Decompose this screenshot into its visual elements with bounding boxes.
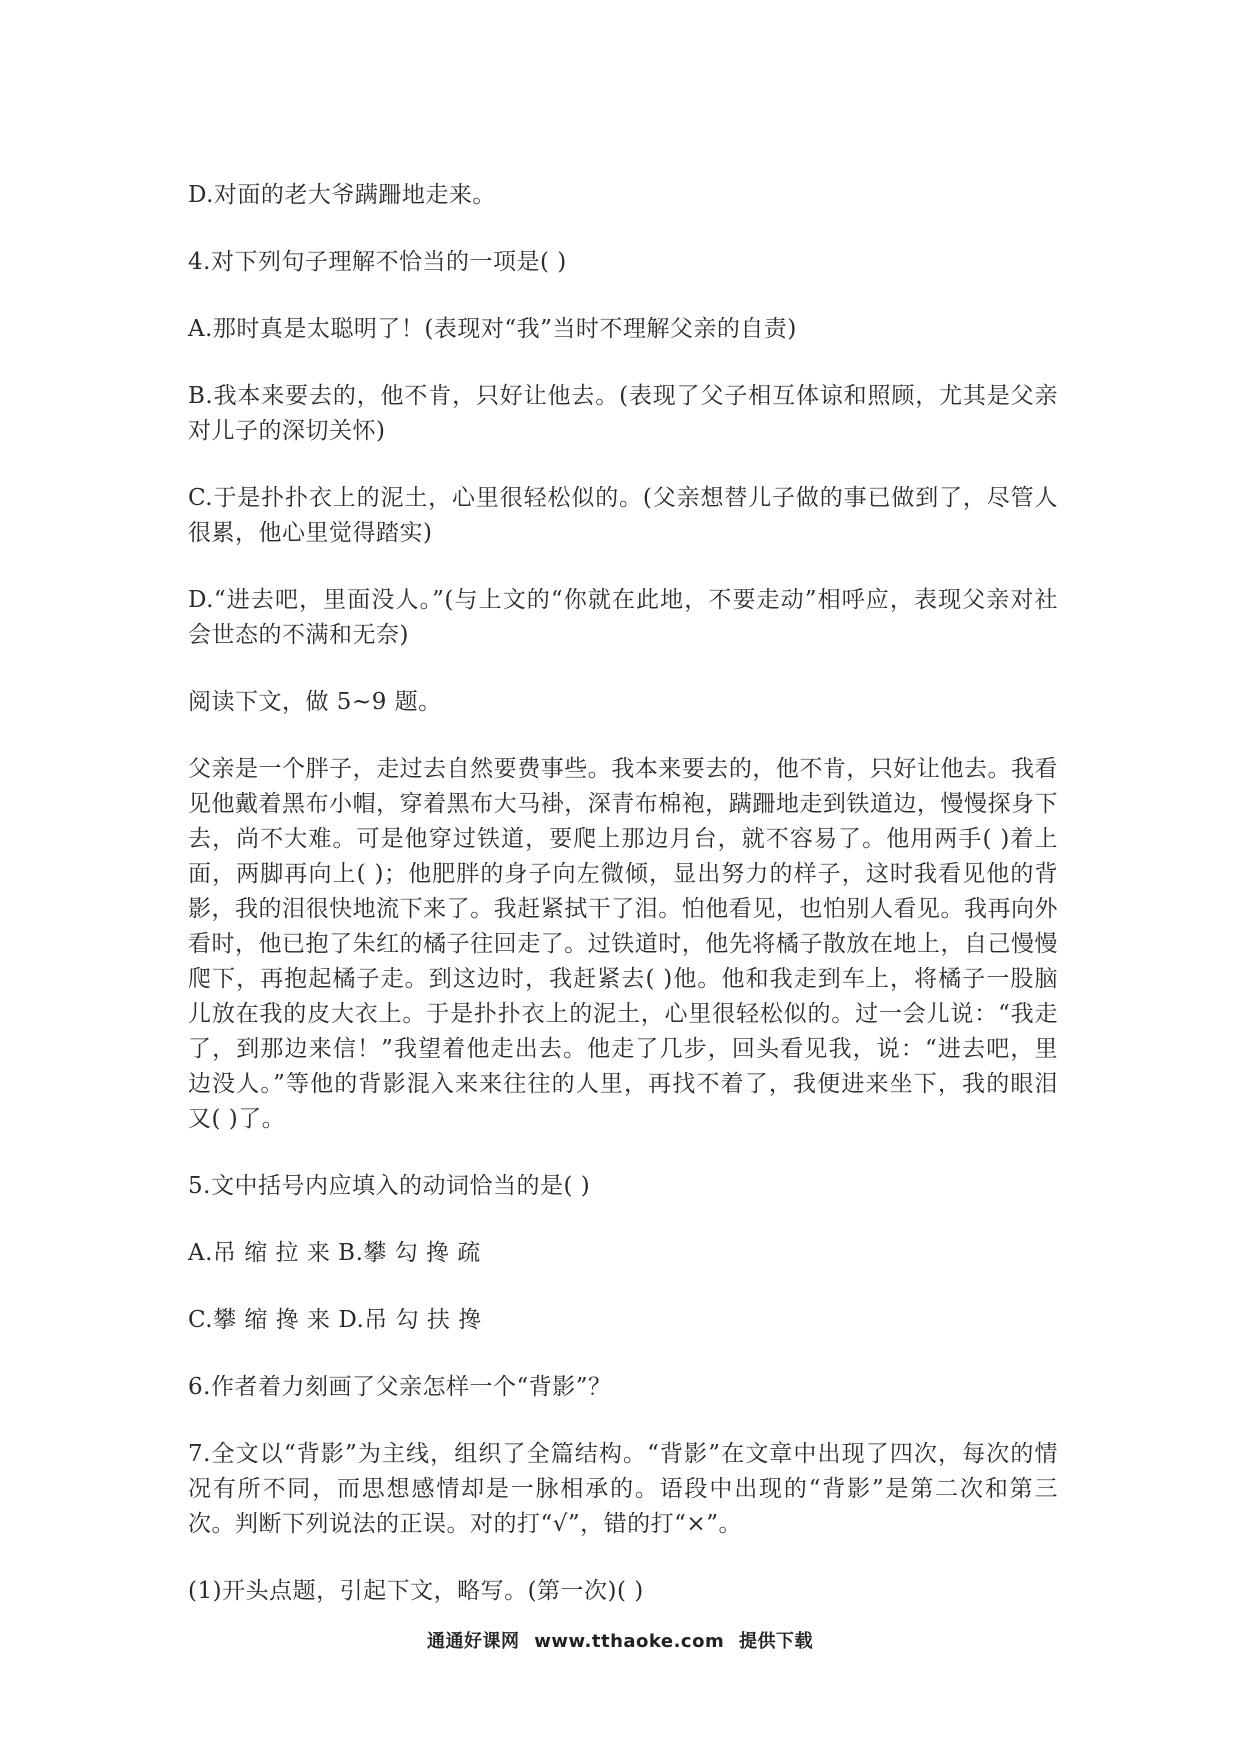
question-4-option-d: D.“进去吧，里面没人。”(与上文的“你就在此地，不要走动”相呼应，表现父亲对社会世态的不满和无奈) xyxy=(188,587,1058,648)
question-5-options-ab: A.吊 缩 拉 来 B.攀 勾 搀 疏 xyxy=(188,1240,481,1266)
footer-url[interactable]: www.tthaoke.com xyxy=(534,1631,725,1652)
question-3-option-d: D.对面的老大爷蹒跚地走来。 xyxy=(188,182,496,208)
question-4-option-c: C.于是扑扑衣上的泥土，心里很轻松似的。(父亲想替儿子做的事已做到了，尽管人很累，他心里觉得踏实) xyxy=(188,485,1058,546)
footer-site-name: 通通好课网 xyxy=(427,1631,520,1652)
reading-intro: 阅读下文，做 5~9 题。 xyxy=(188,689,442,715)
question-4-stem: 4.对下列句子理解不恰当的一项是( ) xyxy=(188,249,567,275)
question-6-stem: 6.作者着力刻画了父亲怎样一个“背影”？ xyxy=(188,1374,612,1400)
question-7-item-1: (1)开头点题，引起下文，略写。(第一次)( ) xyxy=(188,1578,644,1604)
question-5-stem: 5.文中括号内应填入的动词恰当的是( ) xyxy=(188,1173,591,1199)
page-footer xyxy=(0,1627,1240,1653)
document-body xyxy=(188,178,1058,1609)
question-7-stem: 7.全文以“背影”为主线，组织了全篇结构。“背影”在文章中出现了四次，每次的情况有所不同，而思想感情却是一脉相承的。语段中出现的“背影”是第二次和第三次。判断下列说法的正误。对的打“√”，错的打“×”。 xyxy=(188,1441,1058,1537)
question-5-options-cd: C.攀 缩 搀 来 D.吊 勾 扶 搀 xyxy=(188,1307,482,1333)
footer-suffix: 提供下载 xyxy=(739,1631,813,1652)
reading-passage: 父亲是一个胖子，走过去自然要费事些。我本来要去的，他不肯，只好让他去。我看见他戴着黑布小帽，穿着黑布大马褂，深青布棉袍，蹒跚地走到铁道边，慢慢探身下去，尚不大难。可是他穿过铁道，要爬上那边月台，就不容易了。他用两手( )着上面，两脚再向上( )；他肥胖的身子向左微倾，显出努力的样子，这时我看见他的背影，我的泪很快地流下来了。我赶紧拭干了泪。怕他看见，也怕别人看见。我再向外看时，他已抱了朱红的橘子往回走了。过铁道时，他先将橘子散放在地上，自己慢慢爬下，再抱起橘子走。到这边时，我赶紧去( )他。他和我走到车上，将橘子一股脑儿放在我的皮大衣上。于是扑扑衣上的泥土，心里很轻松似的。过一会儿说：“我走了，到那边来信！”我望着他走出去。他走了几步，回头看见我，说：“进去吧，里边没人。”等他的背影混入来来往往的人里，再找不着了，我便进来坐下，我的眼泪又( )了。 xyxy=(188,756,1058,1132)
question-4-option-a: A.那时真是太聪明了！(表现对“我”当时不理解父亲的自责) xyxy=(188,316,797,342)
question-4-option-b: B.我本来要去的，他不肯，只好让他去。(表现了父子相互体谅和照顾，尤其是父亲对儿子的深切关怀) xyxy=(188,383,1058,444)
